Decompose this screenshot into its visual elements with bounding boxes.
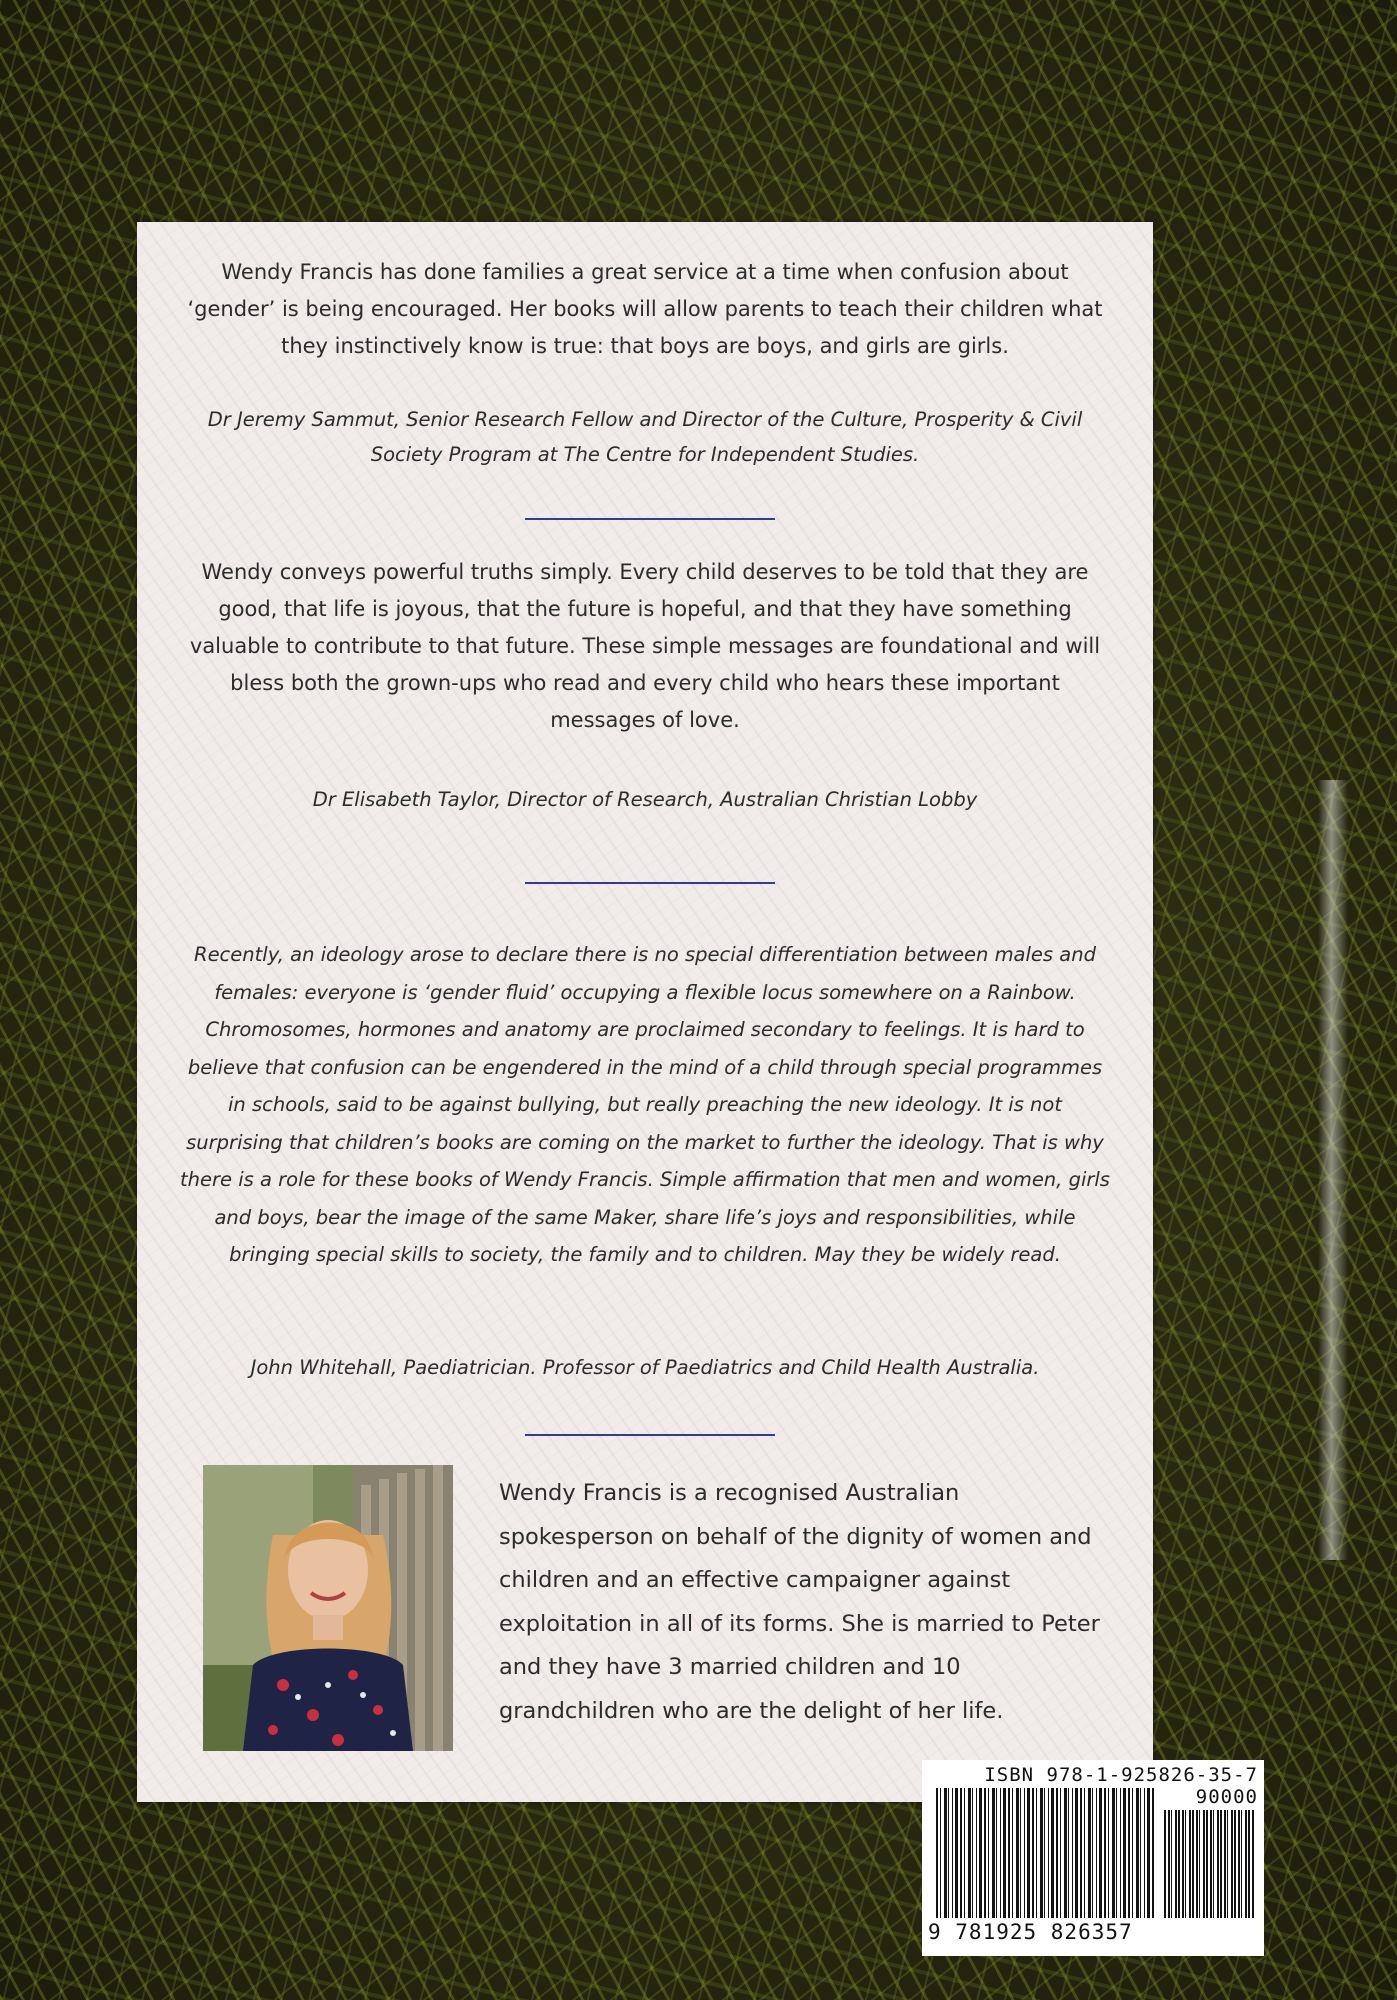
barcode-bars (936, 1788, 1154, 1918)
divider-rule (525, 1434, 775, 1436)
divider-rule (525, 882, 775, 884)
author-photo (203, 1465, 453, 1751)
endorsement-quote-3: Recently, an ideology arose to declare there is no special differentiation between males and females: everyone is ‘gender fluid’ occupying a flexible locus somewhere on a Rainbow. Chromosomes, hormones and anatomy are proclaimed secondary to feelings. It is hard to believe that confusion can be engendered in the mind of a child through special programmes in schools, said to be against bullying, but really preaching the new ideology. It is not surprising that children’s books are coming on the market to further the ideology. That is why there is a role for these books of Wendy Francis. Simple affirmation that men and women, girls and boys, bear the image of the same Maker, share life’s joys and responsibilities, while bringing special skills to society, the family and to children. May they be widely read. (180, 943, 1110, 1266)
endorsement-panel (137, 222, 1153, 1802)
endorsement-attribution-1: Dr Jeremy Sammut, Senior Research Fellow and Director of the Culture, Prosperity & Civil Society Program at The Centre for Independent Studies. (207, 408, 1083, 466)
author-bio: Wendy Francis is a recognised Australian spokesperson on behalf of the dignity of women and children and an effective campaigner against exploitation in all of its forms. She is married to Peter and they have 3 married children and 10 grandchildren who are the delight of her life. (499, 1480, 1100, 1724)
endorsement-quote-1: Wendy Francis has done families a great service at a time when confusion about ‘gender’ is being encouraged. Her books will allow parents to teach their children what they instinctively know is true: that boys are boys, and girls are girls. (187, 260, 1103, 358)
endorsement-quote-2: Wendy conveys powerful truths simply. Every child deserves to be told that they are good, that life is joyous, that the future is hopeful, and that they have something valuable to contribute to that future. These simple messages are foundational and will bless both the grown-ups who read and every child who hears these important messages of love. (189, 560, 1101, 732)
isbn-barcode (922, 1760, 1264, 1956)
ean-digits: 9 781925 826357 (928, 1920, 1168, 1944)
divider-rule (525, 518, 775, 520)
endorsement-attribution-2: Dr Elisabeth Taylor, Director of Research, Australian Christian Lobby (312, 788, 978, 811)
price-code: 90000 (1195, 1786, 1258, 1808)
barcode-addon-bars (1164, 1810, 1254, 1918)
spine-glare (1318, 780, 1348, 1560)
endorsement-attribution-3: John Whitehall, Paediatrician. Professor of Paediatrics and Child Health Australia. (250, 1356, 1040, 1379)
isbn-label: ISBN 978-1-925826-35-7 (984, 1764, 1258, 1786)
